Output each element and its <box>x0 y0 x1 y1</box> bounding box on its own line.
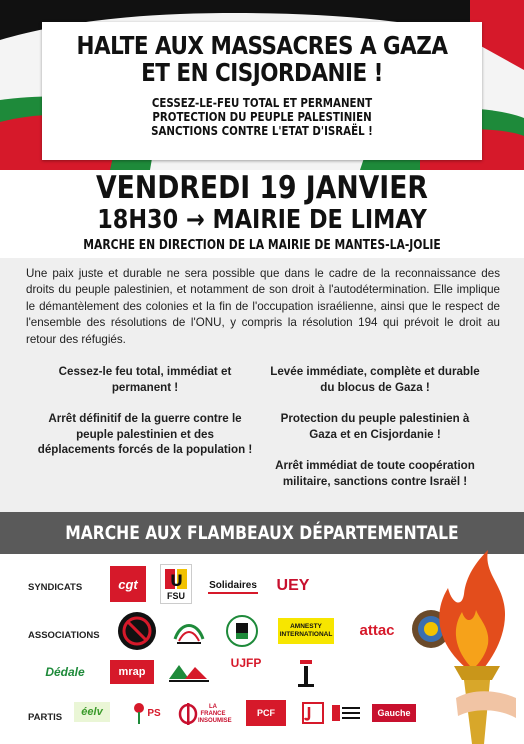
dedale-logo: Dédale <box>45 665 85 679</box>
lfi-logo <box>178 700 234 728</box>
event-time: 18H30 <box>97 205 179 235</box>
torch-illustration <box>418 548 524 744</box>
demand-item: Levée immédiate, complète et durable du blocus de Gaza ! <box>270 365 480 394</box>
march-title: MARCHE AUX FLAMBEAUX DÉPARTEMENTALE <box>65 522 459 544</box>
headline-line-1: HALTE AUX MASSACRES A GAZA <box>76 31 448 60</box>
lfi-phi-icon <box>178 702 198 726</box>
demand-item: Protection du peuple palestinien à Gaza et en Cisjordanie ! <box>280 412 470 441</box>
cgt-logo: cgt <box>110 566 146 602</box>
syndicats-label: SYNDICATS <box>28 582 83 593</box>
amnesty-logo: AMNESTY INTERNATIONAL <box>278 618 334 644</box>
demand-item: Arrêt définitif de la guerre contre le peuple palestinien et des déplacements forcés de la population ! <box>37 412 253 457</box>
partis-label: PARTIS <box>28 712 63 723</box>
event-info <box>0 172 524 255</box>
uey-logo: UEY <box>276 577 310 594</box>
event-place: MAIRIE DE LIMAY <box>212 205 427 235</box>
afps-icon <box>171 615 207 647</box>
svg-text:U: U <box>170 571 183 590</box>
headline-demand-2: PROTECTION DU PEUPLE PALESTINIEN <box>152 109 372 124</box>
palestine-association-logo <box>222 612 262 650</box>
jc-logo <box>300 700 326 726</box>
afps-logo <box>170 614 208 648</box>
demands-left-column <box>36 364 254 474</box>
ps-rose-icon <box>131 702 147 724</box>
ps-text: PS <box>147 707 161 719</box>
lfi-text: LA FRANCE INSOUMISE <box>198 703 232 724</box>
palestine-association-icon <box>224 613 260 649</box>
palestine-committee-icon <box>167 659 211 685</box>
event-march-route: MARCHE EN DIRECTION DE LA MAIRIE DE MANTES-LA-JOLIE <box>83 238 441 253</box>
ujfp-logo: UJFP <box>230 656 262 670</box>
ps-logo <box>126 698 166 728</box>
mrap-logo: mrap <box>110 660 154 684</box>
torch-icon <box>418 548 524 744</box>
headline-box <box>42 22 482 160</box>
ldh-icon <box>294 658 318 690</box>
attac-logo: attac <box>359 621 395 639</box>
associations-label: ASSOCIATIONS <box>28 630 100 641</box>
anti-fascist-icon <box>120 614 154 648</box>
fsu-text: FSU <box>167 591 185 601</box>
demands-right-column <box>266 364 484 506</box>
mjcf-logo <box>330 702 362 724</box>
mjcf-icon <box>331 703 361 723</box>
eelv-logo: éelv <box>74 702 110 722</box>
headline-line-2: ET EN CISJORDANIE ! <box>141 58 383 87</box>
fsu-mark <box>162 567 192 593</box>
headline-demand-1: CESSEZ-LE-FEU TOTAL ET PERMANENT <box>151 95 373 110</box>
palestine-committee-logo <box>166 658 212 686</box>
demand-item: Arrêt immédiat de toute coopération militaire, sanctions contre Israël ! <box>275 459 475 488</box>
headline-demands <box>42 96 482 138</box>
fsu-logo <box>160 564 192 604</box>
solidaires-logo: Solidaires <box>208 578 258 594</box>
jc-icon <box>301 701 325 725</box>
headline-demand-3: SANCTIONS CONTRE L'ETAT D'ISRAËL ! <box>151 123 373 138</box>
demand-item: Cessez-le feu total, immédiat et permanent ! <box>58 365 232 394</box>
gauche-logo: Gauche <box>372 704 416 722</box>
pcf-logo: PCF <box>246 700 286 726</box>
anti-fascist-logo <box>118 612 156 650</box>
event-time-place <box>37 205 488 235</box>
statement-paragraph: Une paix juste et durable ne sera possible que dans le cadre de la reconnaissance des droits du peuple palestinien, et notamment de son droit à l'autodétermination. Elle implique le démantèlement des colonies et la fin de l'occupation israélienne, ainsi que le respect de l'ensemble des résolutions de l'ONU, y compris la résolution 194 qui prévoit le droit au retour des réfugiés. <box>26 267 500 346</box>
ldh-logo <box>292 656 320 692</box>
arrow-right-icon: → <box>185 205 205 235</box>
event-date: VENDREDI 19 JANVIER <box>96 170 428 206</box>
